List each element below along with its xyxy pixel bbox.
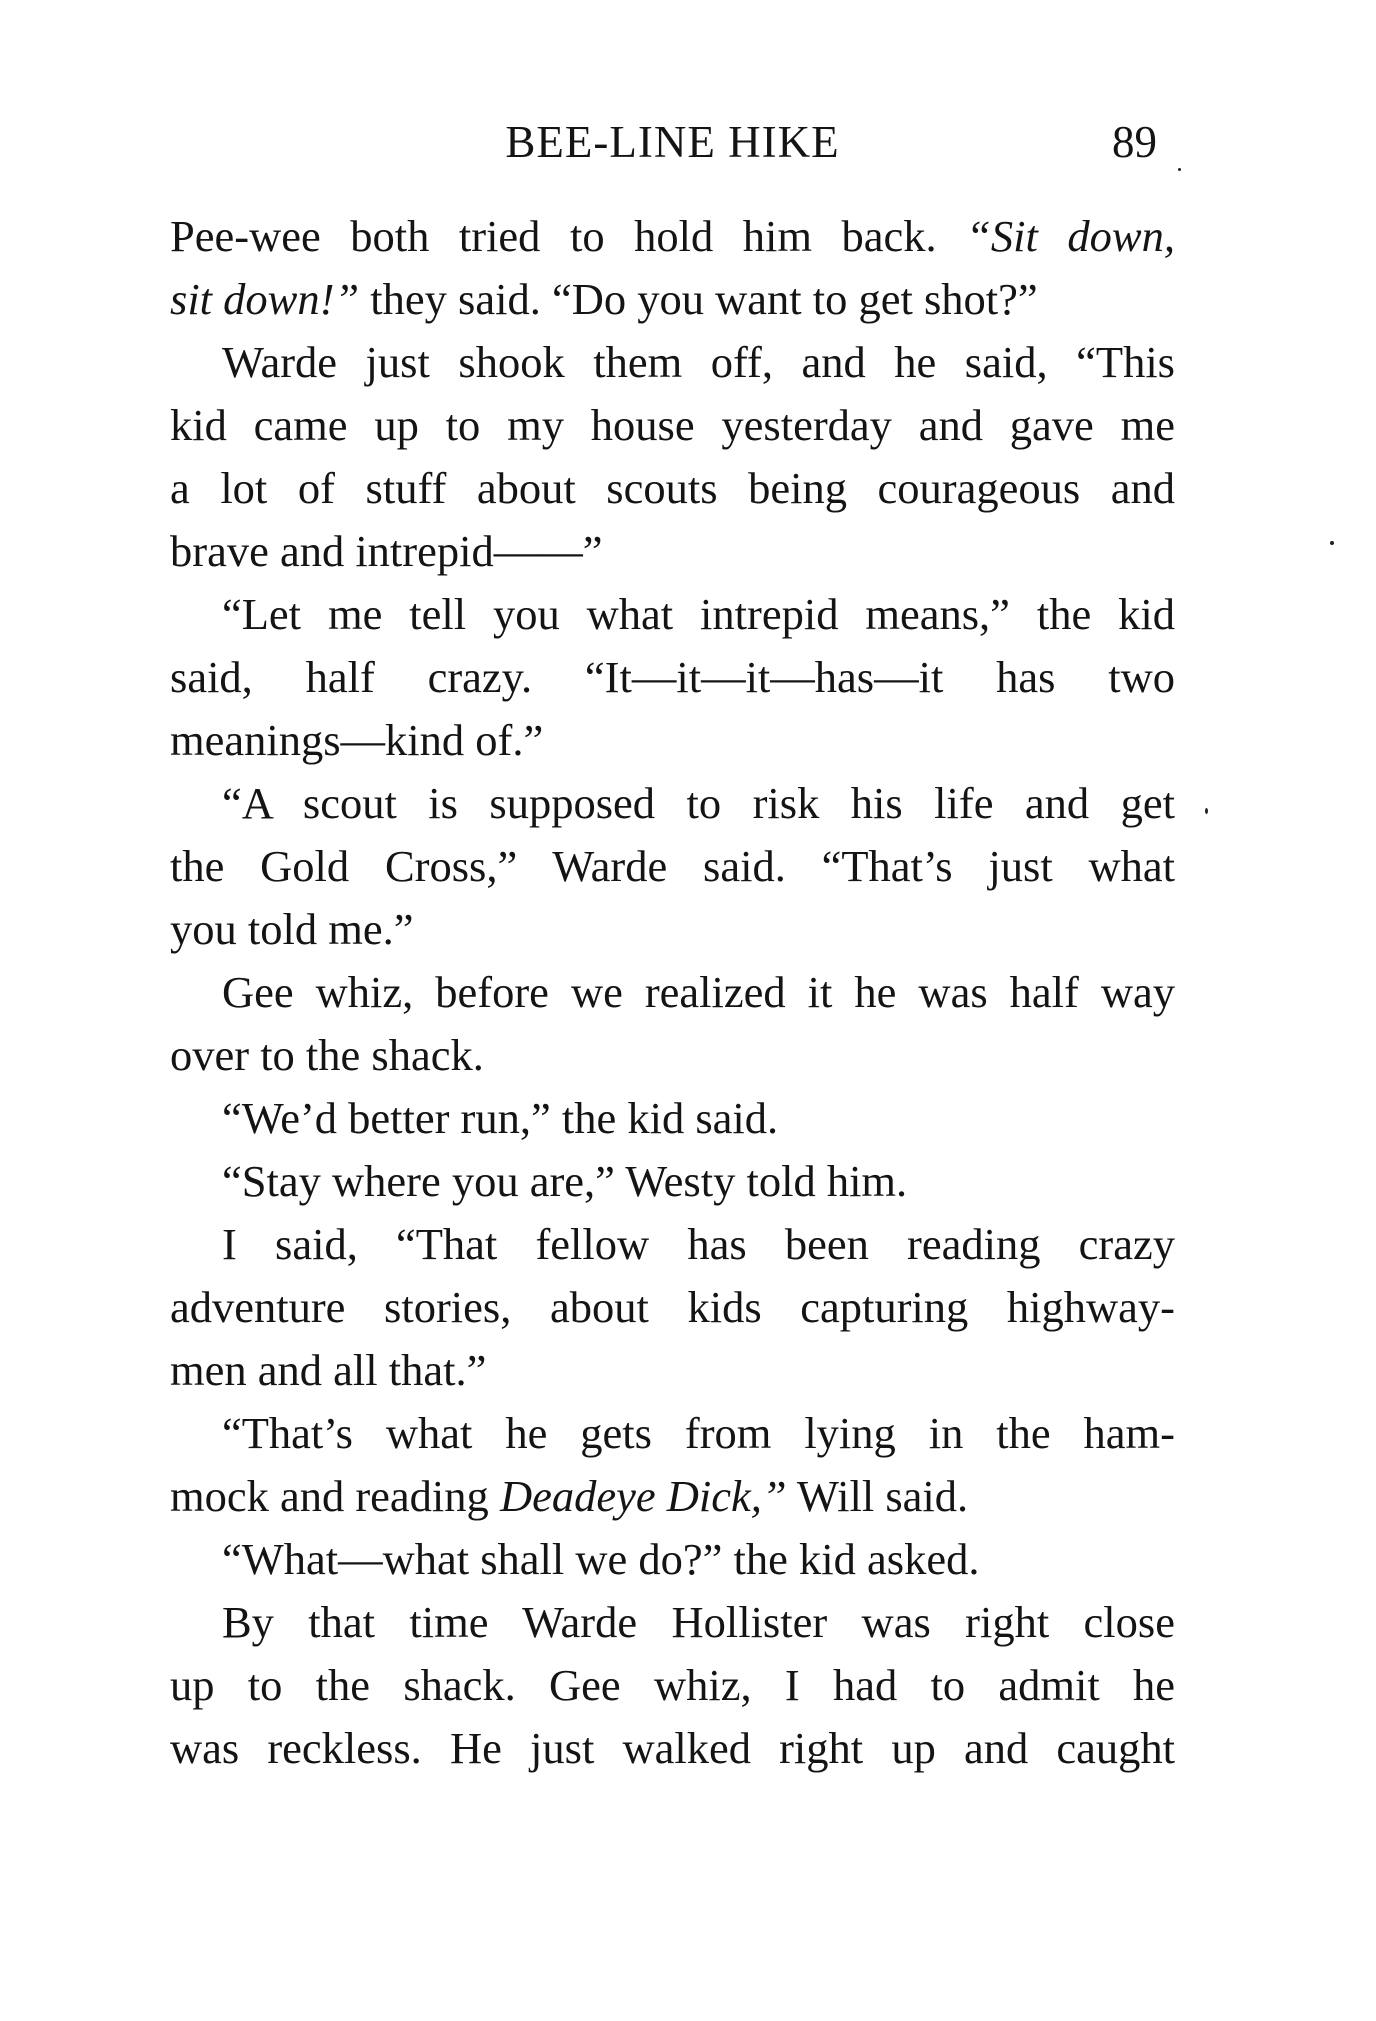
text-line <box>170 1528 1175 1591</box>
text-line <box>170 772 1175 835</box>
page-number: 89 <box>1112 117 1157 167</box>
text-segment: men and all that.” <box>170 1345 487 1395</box>
text-line <box>170 1024 1175 1087</box>
text-segment: a lot of stuff about scouts being courageous and <box>170 463 1175 513</box>
text-line <box>170 1465 1175 1528</box>
text-segment: “Let me tell you what intrepid means,” the kid <box>222 589 1175 639</box>
text-segment: kid came up to my house yesterday and gave me <box>170 400 1175 450</box>
text-line <box>170 1591 1175 1654</box>
page-header <box>170 112 1175 172</box>
body-text <box>170 205 1175 1780</box>
text-segment: up to the shack. Gee whiz, I had to admit he <box>170 1660 1175 1710</box>
text-line <box>170 520 1175 583</box>
italic-text: sit down!” <box>170 274 360 324</box>
scan-speck <box>1178 168 1181 171</box>
text-segment: “What—what shall we do?” the kid asked. <box>222 1534 980 1584</box>
italic-text: “Sit down, <box>966 211 1175 261</box>
text-line <box>170 1276 1175 1339</box>
text-segment: “Stay where you are,” Westy told him. <box>222 1156 908 1206</box>
scan-speck <box>1205 808 1208 814</box>
text-segment: I said, “That fellow has been reading crazy <box>222 1219 1175 1269</box>
italic-text: Deadeye Dick,” <box>499 1471 787 1521</box>
text-segment: meanings—kind of.” <box>170 715 544 765</box>
text-segment: “A scout is supposed to risk his life and get <box>222 778 1175 828</box>
text-line <box>170 835 1175 898</box>
text-segment: By that time Warde Hollister was right close <box>222 1597 1175 1647</box>
text-segment: was reckless. He just walked right up and caught <box>170 1723 1175 1773</box>
text-segment: the Gold Cross,” Warde said. “That’s just what <box>170 841 1175 891</box>
text-segment: mock and reading <box>170 1471 500 1521</box>
text-segment: Gee whiz, before we realized it he was half way <box>222 967 1175 1017</box>
text-segment: “We’d better run,” the kid said. <box>222 1093 779 1143</box>
text-line <box>170 709 1175 772</box>
text-line <box>170 646 1175 709</box>
text-line <box>170 1402 1175 1465</box>
text-segment: you told me.” <box>170 904 414 954</box>
text-line <box>170 394 1175 457</box>
running-head: BEE-LINE HIKE <box>505 117 840 167</box>
text-line <box>170 205 1175 268</box>
text-line <box>170 457 1175 520</box>
text-segment: Will said. <box>786 1471 969 1521</box>
text-segment: Warde just shook them off, and he said, “This <box>222 337 1175 387</box>
text-line <box>170 583 1175 646</box>
text-segment: they said. “Do you want to get shot?” <box>359 274 1038 324</box>
text-line <box>170 1654 1175 1717</box>
scan-speck <box>1330 541 1334 545</box>
text-line <box>170 1087 1175 1150</box>
text-line <box>170 1339 1175 1402</box>
text-segment: said, half crazy. “It—it—it—has—it has two <box>170 652 1175 702</box>
text-line <box>170 331 1175 394</box>
text-segment: over to the shack. <box>170 1030 484 1080</box>
text-line <box>170 268 1175 331</box>
text-line <box>170 898 1175 961</box>
text-line <box>170 961 1175 1024</box>
text-segment: adventure stories, about kids capturing highway- <box>170 1282 1175 1332</box>
text-line <box>170 1717 1175 1780</box>
text-line <box>170 1213 1175 1276</box>
text-segment: “That’s what he gets from lying in the ham- <box>222 1408 1175 1458</box>
text-segment: brave and intrepid——” <box>170 526 603 576</box>
text-segment: Pee-wee both tried to hold him back. <box>170 211 967 261</box>
text-line <box>170 1150 1175 1213</box>
